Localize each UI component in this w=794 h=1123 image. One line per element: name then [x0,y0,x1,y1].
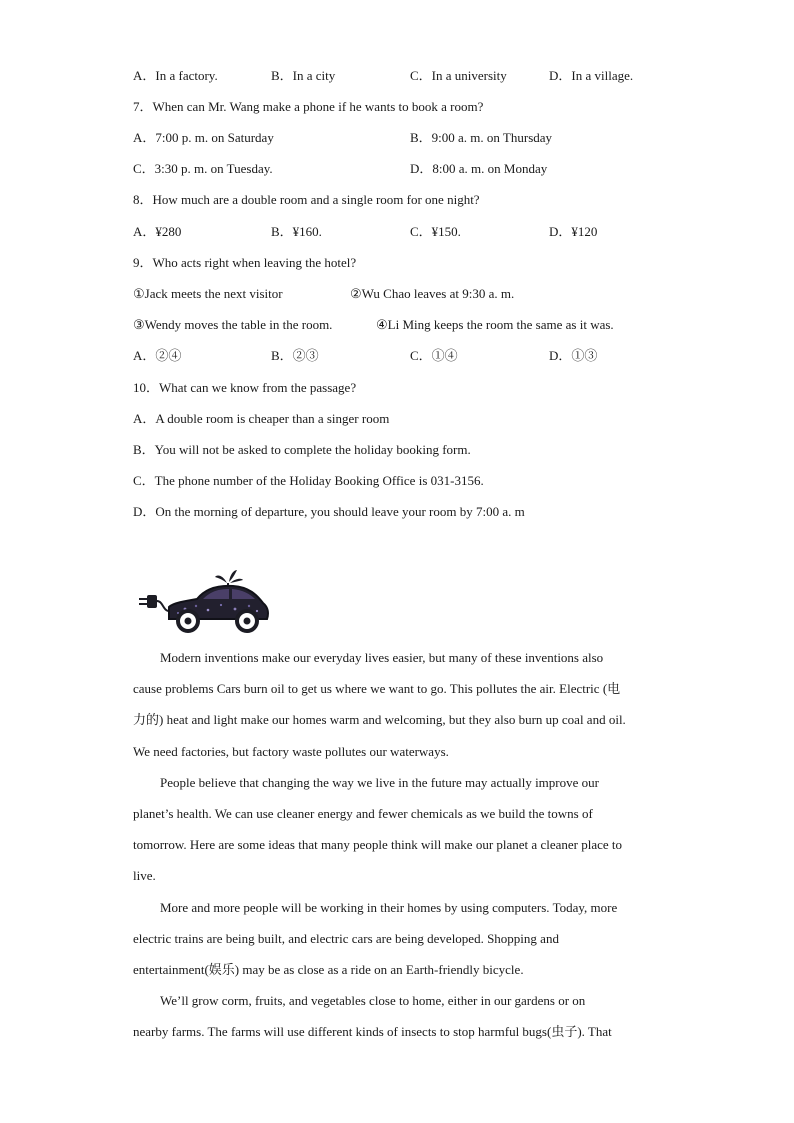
q8-option-b: B．¥160. [271,224,322,239]
passage-line: We need factories, but factory waste pollutes our waterways. [133,744,449,759]
q9-statement-3: ③Wendy moves the table in the room. [133,317,333,332]
q10-option-b: B．You will not be asked to complete the holiday booking form. [133,442,471,457]
q10-option-c: C．The phone number of the Holiday Booking Office is 031-3156. [133,473,484,488]
q10-option-d: D．On the morning of departure, you should leave your room by 7:00 a. m [133,504,525,519]
passage-line: More and more people will be working in their homes by using computers. Today, more [160,900,618,915]
electric-car-illustration [133,565,273,637]
passage-line: planet’s health. We can use cleaner energy and fewer chemicals as we build the towns of [133,806,593,821]
q10-option-a: A．A double room is cheaper than a singer room [133,411,390,426]
q8-option-c: C．¥150. [410,224,461,239]
passage-line: Modern inventions make our everyday lives easier, but many of these inventions also [160,650,604,665]
q7-question: 7．When can Mr. Wang make a phone if he wants to book a room? [133,99,484,114]
q6-option-a: A．In a factory. [133,68,218,83]
q9-statement-1: ①Jack meets the next visitor [133,286,283,301]
q9-option-c: C．①④ [410,348,458,363]
q7-option-c: C．3:30 p. m. on Tuesday. [133,161,273,176]
q8-question: 8．How much are a double room and a single room for one night? [133,192,480,207]
q9-option-d: D．①③ [549,348,598,363]
q8-option-d: D．¥120 [549,224,598,239]
q7-option-a: A．7:00 p. m. on Saturday [133,130,274,145]
passage-line: 力的) heat and light make our homes warm and welcoming, but they also burn up coal and oil. [133,712,626,727]
passage-line: We’ll grow corm, fruits, and vegetables close to home, either in our gardens or on [160,993,586,1008]
q6-option-c: C．In a university [410,68,507,83]
q6-option-d: D．In a village. [549,68,634,83]
q7-option-b: B．9:00 a. m. on Thursday [410,130,553,145]
passage-line: entertainment(娱乐) may be as close as a ride on an Earth-friendly bicycle. [133,962,524,977]
q10-question: 10．What can we know from the passage? [133,380,357,395]
q9-question: 9．Who acts right when leaving the hotel? [133,255,357,270]
passage-line: People believe that changing the way we live in the future may actually improve our [160,775,599,790]
passage-line: nearby farms. The farms will use different kinds of insects to stop harmful bugs(虫子). That [133,1024,612,1039]
q8-option-a: A．¥280 [133,224,182,239]
q9-option-b: B．②③ [271,348,319,363]
passage-line: electric trains are being built, and electric cars are being developed. Shopping and [133,931,559,946]
q9-option-a: A．②④ [133,348,182,363]
q9-statement-4: ④Li Ming keeps the room the same as it was. [376,317,614,332]
passage-line: tomorrow. Here are some ideas that many people think will make our planet a cleaner place to [133,837,622,852]
q9-statement-2: ②Wu Chao leaves at 9:30 a. m. [350,286,515,301]
q7-option-d: D．8:00 a. m. on Monday [410,161,548,176]
passage-line: live. [133,868,156,883]
passage-line: cause problems Cars burn oil to get us where we want to go. This pollutes the air. Electric (电 [133,681,621,696]
q6-option-b: B．In a city [271,68,336,83]
